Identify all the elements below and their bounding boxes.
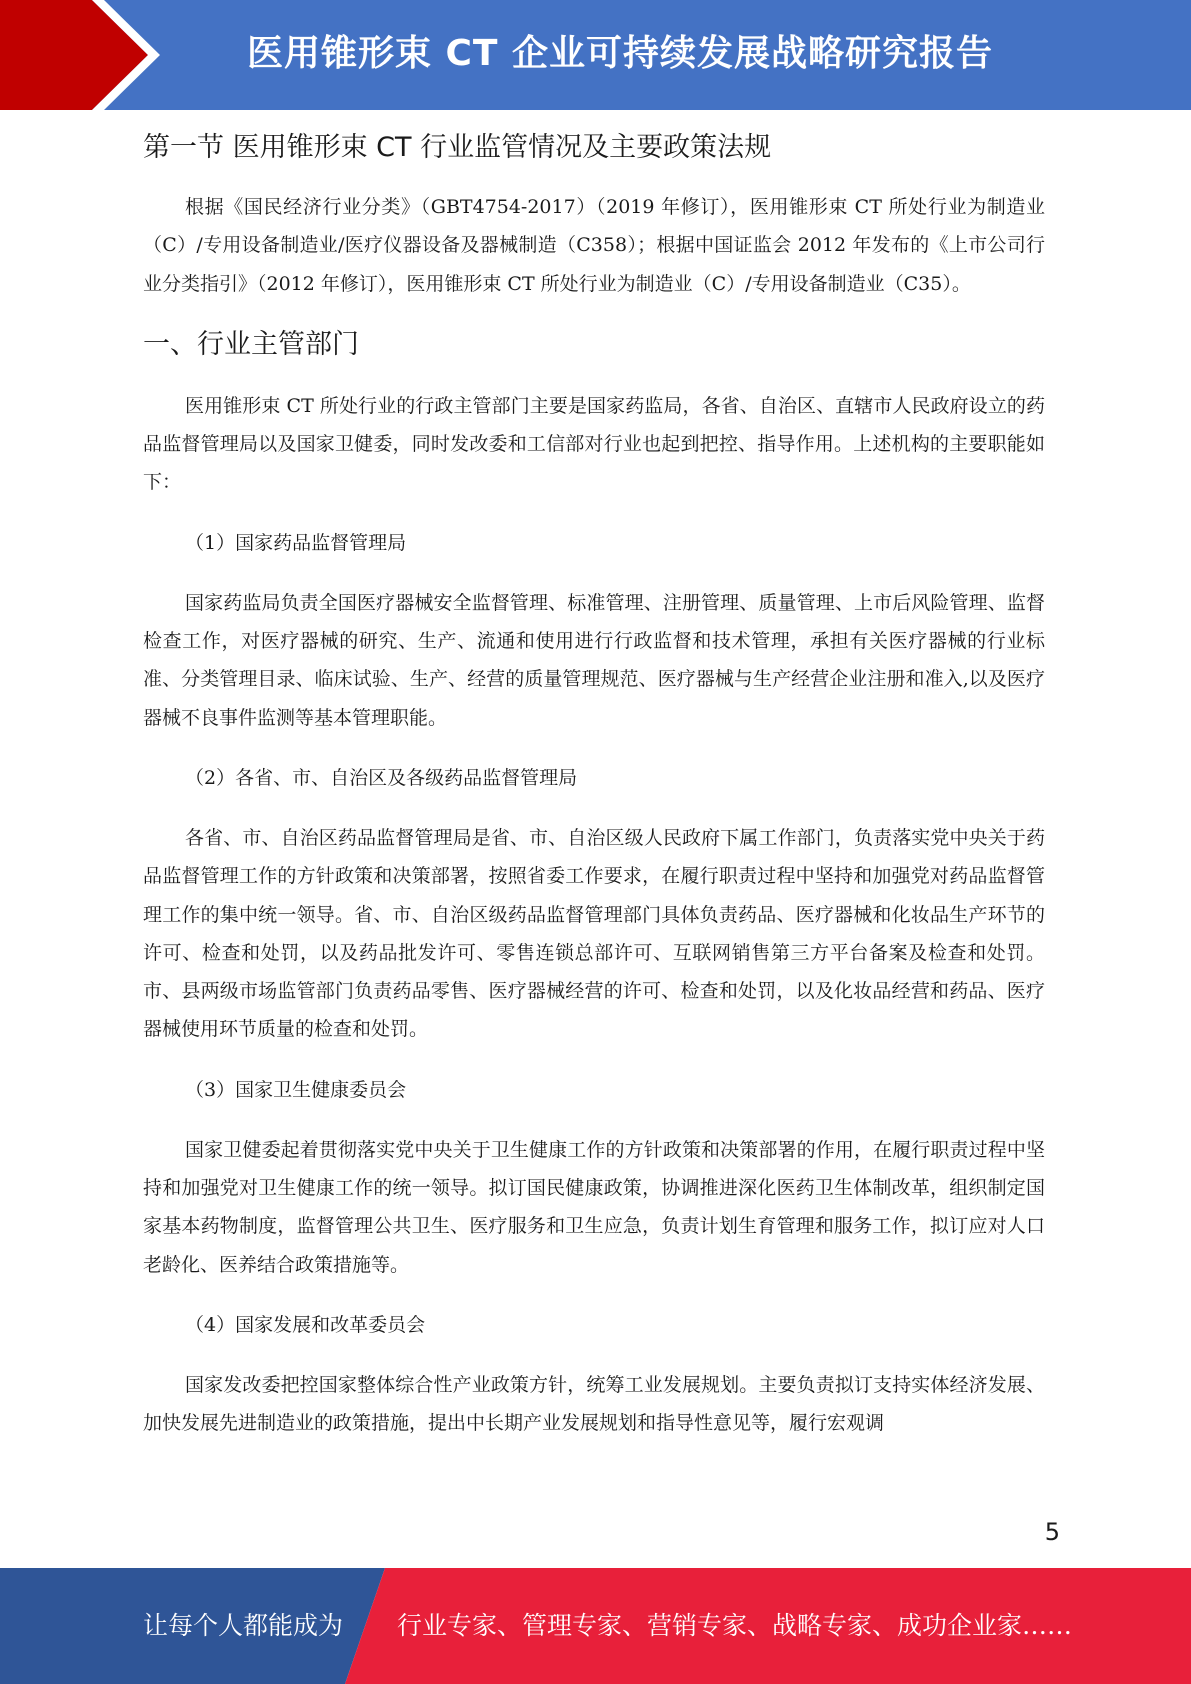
footer-slogan-right: 行业专家、管理专家、营销专家、战略专家、成功企业家……: [397, 1611, 1073, 1640]
section-intro-paragraph: 根据《国民经济行业分类》（GBT4754-2017）（2019 年修订），医用锥形束 CT 所处行业为制造业（C）/专用设备制造业/医疗仪器设备及器械制造（C358）；根据中国证监会 2012 年发布的《上市公司行业分类指引》（2012 年修订），医用锥形束 CT 所处行业为制造业（C）/专用设备制造业（C35）。: [143, 196, 1045, 295]
item-label-ndrc: （4）国家发展和改革委员会: [185, 1313, 426, 1336]
page-footer: [0, 1568, 1191, 1684]
subsection-title: 一、行业主管部门: [143, 328, 359, 360]
page-content: [143, 128, 1045, 1465]
report-title: 医用锥形束 CT 企业可持续发展战略研究报告: [246, 33, 994, 74]
item-text-provincial-bureaus: 各省、市、自治区药品监督管理局是省、市、自治区级人民政府下属工作部门，负责落实党中央关于药品监督管理工作的方针政策和决策部署，按照省委工作要求，在履行职责过程中坚持和加强党对药品监督管理工作的集中统一领导。省、市、自治区级药品监督管理部门具体负责药品、医疗器械和化妆品生产环节的许可、检查和处罚，以及药品批发许可、零售连锁总部许可、互联网销售第三方平台备案及检查和处罚。市、县两级市场监管部门负责药品零售、医疗器械经营的许可、检查和处罚，以及化妆品经营和药品、医疗器械使用环节质量的检查和处罚。: [143, 826, 1045, 1041]
subsection-intro-paragraph: 医用锥形束 CT 所处行业的行政主管部门主要是国家药监局，各省、自治区、直辖市人民政府设立的药品监督管理局以及国家卫健委，同时发改委和工信部对行业也起到把控、指导作用。上述机构的主要职能如下：: [143, 394, 1045, 494]
item-label-nhc: （3）国家卫生健康委员会: [185, 1078, 407, 1101]
item-text-ndrc: 国家发改委把控国家整体综合性产业政策方针，统筹工业发展规划。主要负责拟订支持实体经济发展、加快发展先进制造业的政策措施，提出中长期产业发展规划和指导性意见等，履行宏观调: [143, 1373, 1045, 1435]
header-red-arrow: [0, 0, 148, 110]
footer-slogan-left: 让每个人都能成为: [143, 1611, 344, 1640]
page-header: [0, 0, 1191, 110]
item-text-nhc: 国家卫健委起着贯彻落实党中央关于卫生健康工作的方针政策和决策部署的作用，在履行职责过程中坚持和加强党对卫生健康工作的统一领导。拟订国民健康政策，协调推进深化医药卫生体制改革，组织制定国家基本药物制度，监督管理公共卫生、医疗服务和卫生应急，负责计划生育管理和服务工作，拟订应对人口老龄化、医养结合政策措施等。: [143, 1138, 1045, 1276]
item-text-nmpa: 国家药监局负责全国医疗器械安全监督管理、标准管理、注册管理、质量管理、上市后风险管理、监督检查工作，对医疗器械的研究、生产、流通和使用进行行政监督和技术管理，承担有关医疗器械的行业标准、分类管理目录、临床试验、生产、经营的质量管理规范、医疗器械与生产经营企业注册和准入,以及医疗器械不良事件监测等基本管理职能。: [143, 591, 1045, 729]
item-label-nmpa: （1）国家药品监督管理局: [185, 531, 407, 554]
page-number: 5: [1044, 1518, 1060, 1546]
section-title: 第一节 医用锥形束 CT 行业监管情况及主要政策法规: [143, 132, 772, 163]
item-label-provincial-bureaus: （2）各省、市、自治区及各级药品监督管理局: [185, 766, 578, 789]
